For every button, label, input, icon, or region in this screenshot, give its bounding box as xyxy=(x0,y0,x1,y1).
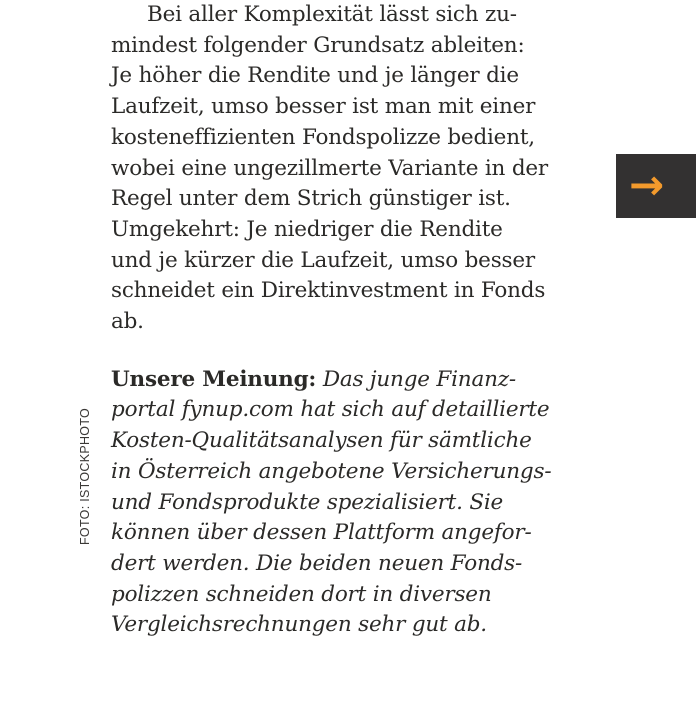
text-line: schneidet ein Direktinvestment in Fonds xyxy=(111,278,546,304)
text-line: polizzen schneiden dort in diversen xyxy=(111,581,492,607)
text-line: und Fondsprodukte spezialisiert. Sie xyxy=(111,489,504,515)
paragraph-spacer xyxy=(111,338,581,365)
text-line: mindest folgender Grundsatz ableiten: xyxy=(111,32,525,58)
photo-credit: FOTO: ISTOCKPHOTO xyxy=(78,407,92,545)
text-line: Umgekehrt: Je niedriger die Rendite xyxy=(111,216,503,242)
paragraph-conclusion xyxy=(111,0,581,338)
opinion-text: Das junge Finanz- xyxy=(322,366,516,392)
text-line: Je höher die Rendite und je länger die xyxy=(111,63,519,89)
text-line: und je kürzer die Laufzeit, umso besser xyxy=(111,247,535,273)
text-line: Vergleichsrechnungen sehr gut ab. xyxy=(111,612,487,638)
text-line: portal fynup.com hat sich auf detaillierte xyxy=(111,397,550,423)
text-line: Bei aller Komplexität lässt sich zu- xyxy=(147,2,517,27)
text-line: Laufzeit, umso besser ist man mit einer xyxy=(111,94,536,120)
text-line: ab. xyxy=(111,309,144,335)
arrow-box xyxy=(616,154,696,218)
opinion-label: Unsere Meinung: xyxy=(111,366,317,392)
paragraph-opinion xyxy=(111,365,581,641)
text-line: dert werden. Die beiden neuen Fonds- xyxy=(111,550,523,576)
main-article-column xyxy=(111,0,581,641)
text-line: kosteneffizienten Fondspolizze bedient, xyxy=(111,124,535,150)
text-line xyxy=(111,365,581,396)
text-line: Kosten-Qualitätsanalysen für sämtliche xyxy=(111,428,532,454)
text-line: wobei eine ungezillmerte Variante in der xyxy=(111,155,548,181)
arrow-right-icon: → xyxy=(629,160,665,209)
text-line: können über dessen Plattform angefor- xyxy=(111,520,532,546)
text-line: Regel unter dem Strich günstiger ist. xyxy=(111,186,511,212)
text-line: in Österreich angebotene Versicherungs- xyxy=(111,458,552,484)
